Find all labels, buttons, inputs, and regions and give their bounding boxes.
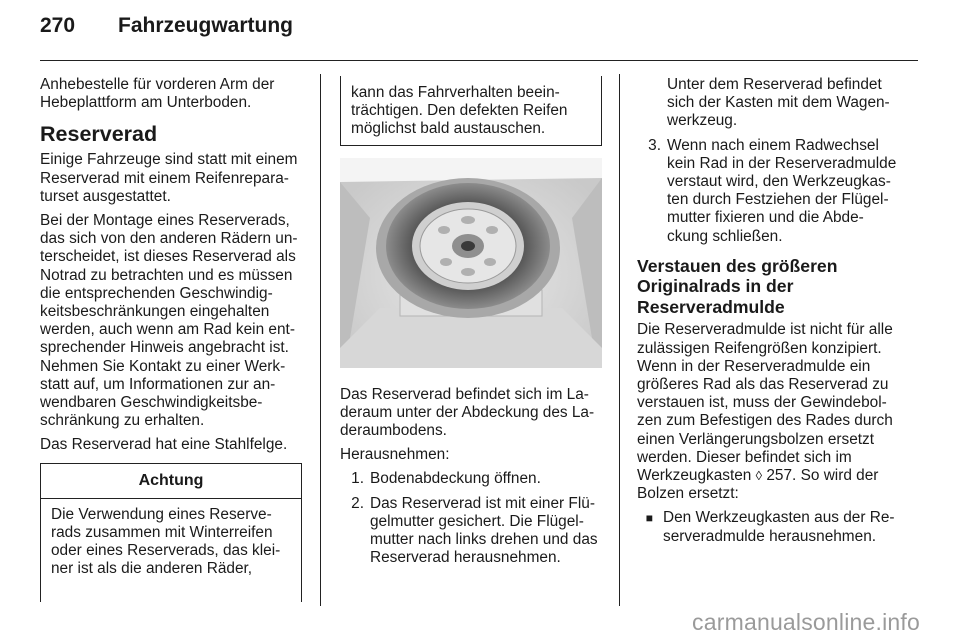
paragraph: Das Reserverad befindet sich im La- deraum unter der Abdeckung des La- deraumbodens.	[340, 385, 595, 440]
paragraph: Bei der Montage eines Reserverads, das sich von den anderen Rädern un- terscheidet, ist dieses Reserverad als Notrad zu betrachten und es müssen die entsprechenden Geschwindig- keitsbeschränkungen eingehalten werden, auch wenn am Rad kein ent- sprechender Hinweis angebracht ist. Nehmen Sie Kontakt zu einer Werk- statt auf, um Informationen zur an- wendbaren Geschwindigkeitsbe- schränkung zu erhalten.	[40, 212, 298, 430]
paragraph: Das Reserverad hat eine Stahlfelge.	[40, 436, 288, 454]
column-divider-2	[619, 74, 620, 606]
column-2	[340, 76, 602, 573]
paragraph: Die Reserveradmulde ist nicht für alle zulässigen Reifengrößen konzipiert. Wenn in der Reserveradmulde ein größeres Rad als das Reserverad zu verstauen ist, muss der Gewindebol- zen zum Befestigen des Rades durch einen Verlängerungsbolzen ersetzt werden. Dieser befindet sich im Werkzeugkasten ◊ 257. So wird der Bolzen ersetzt:	[637, 321, 893, 503]
warning-text-continued: kann das Fahrverhalten beein- trächtigen. Den defekten Reifen möglichst bald austauschen.	[351, 84, 568, 138]
list-item: 3. Wenn nach einem Radwechsel kein Rad in der Reserveradmulde verstaut wird, den Werkzeugkas- ten durch Festziehen der Flügel- mutter fixieren und die Abde- ckung schließen.	[648, 136, 897, 245]
column-divider-1	[320, 74, 321, 606]
page-reference-icon: ◊	[755, 467, 763, 483]
bullet-list	[637, 509, 901, 545]
page-number: 270	[40, 14, 76, 37]
list-item: 2. Das Reserverad ist mit einer Flü- gelmutter gesichert. Die Flügel- mutter nach links drehen und das Reserverad herausnehmen.	[351, 494, 598, 567]
list-item: 1. Bodenabdeckung öffnen.	[351, 470, 541, 488]
warning-box-continued	[340, 76, 602, 146]
section-heading-reserverad: Reserverad	[40, 122, 158, 147]
list-item: Unter dem Reserverad befindet sich der Kasten mit dem Wagen- werkzeug.	[667, 76, 890, 130]
header-rule	[40, 60, 918, 61]
page-header	[40, 14, 293, 38]
column-3	[637, 76, 901, 552]
warning-text: Die Verwendung eines Reserve- rads zusammen mit Winterreifen oder eines Reserverads, das klei- ner ist als die anderen Räder,	[51, 505, 281, 578]
warning-title: Achtung	[41, 464, 301, 499]
column-1	[40, 76, 302, 602]
bullet-square-icon: ■	[645, 511, 653, 526]
intro-text: Anhebestelle für vorderen Arm der Hebeplattform am Unterboden.	[40, 76, 275, 112]
paragraph: Einige Fahrzeuge sind statt mit einem Reserverad mit einem Reifenrepara- turset ausgestattet.	[40, 151, 298, 205]
paragraph: Herausnehmen:	[340, 446, 450, 464]
step-list	[340, 470, 602, 567]
watermark: carmanualsonline.info	[692, 609, 920, 635]
spare-wheel-photo	[340, 158, 602, 368]
section-heading-verstauen: Verstauen des größeren Originalrads in der Reserveradmulde	[637, 255, 838, 317]
page-title: Fahrzeugwartung	[118, 14, 294, 37]
warning-box	[40, 463, 302, 602]
list-item: ■ Den Werkzeugkasten aus der Re- serveradmulde herausnehmen.	[639, 509, 901, 545]
step-list-continued	[637, 76, 901, 246]
